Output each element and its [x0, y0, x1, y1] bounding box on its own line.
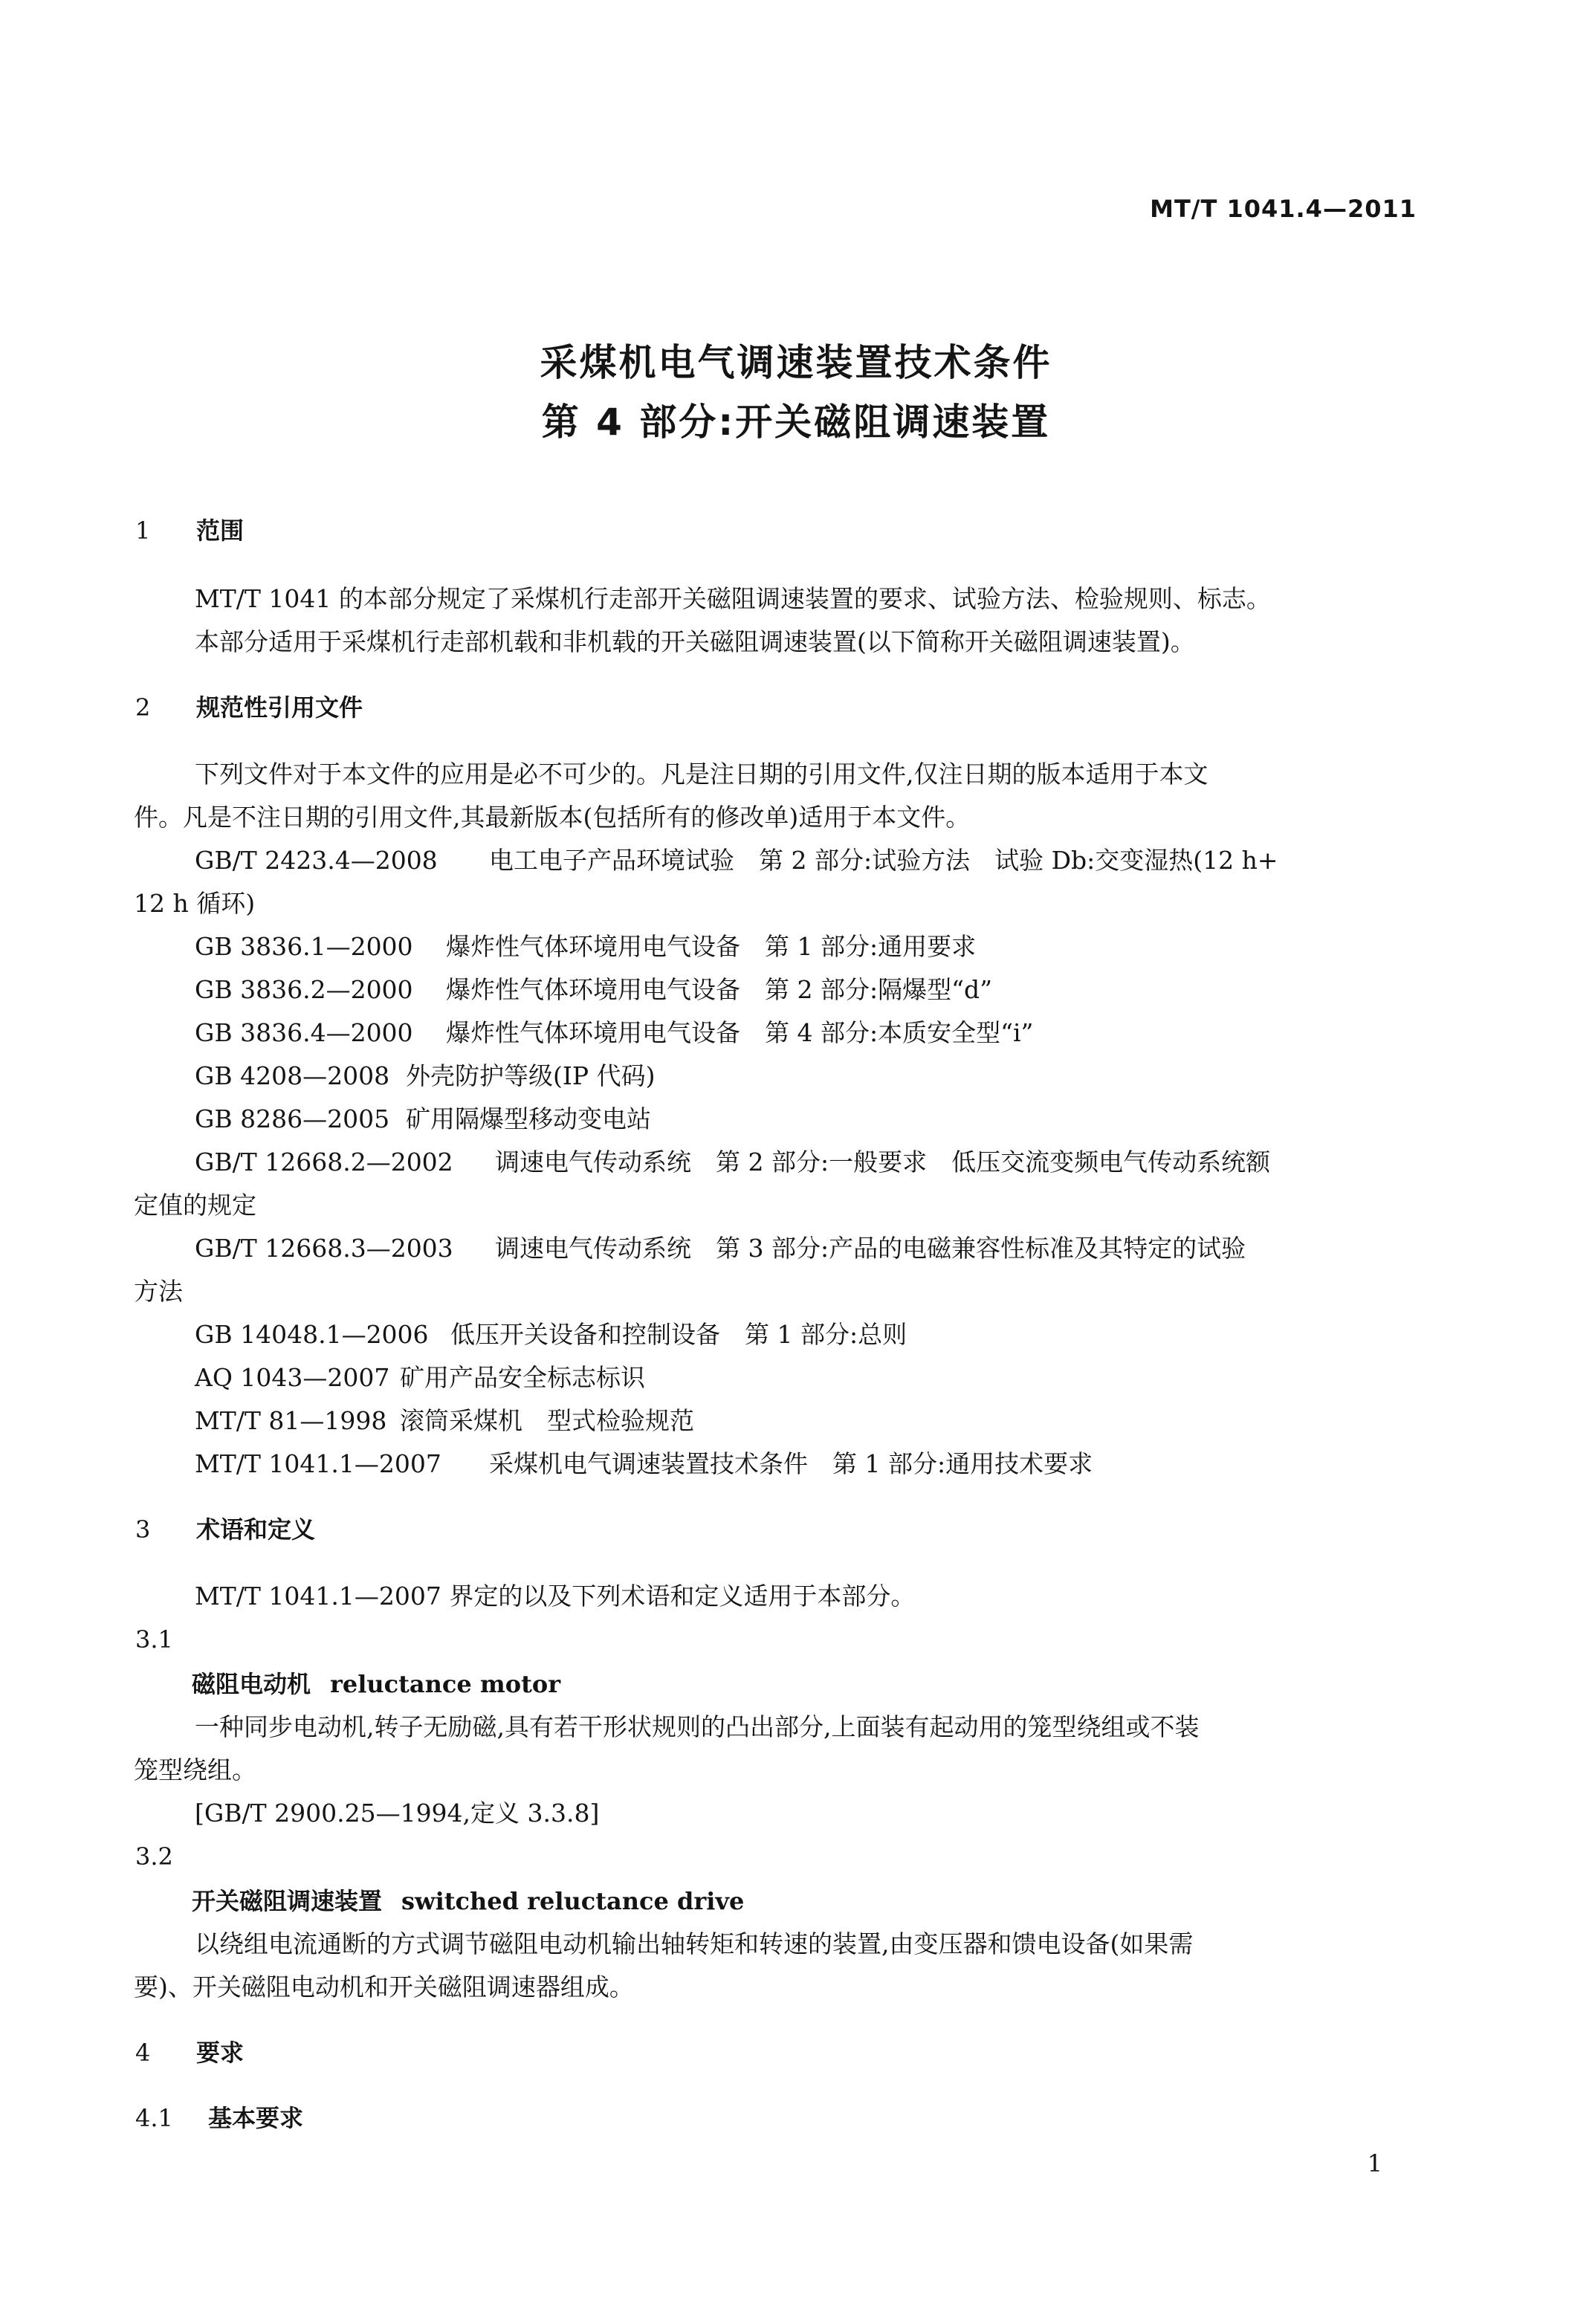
- reference-title: 电工电子产品环境试验 第 2 部分:试验方法 试验 Db:交变湿热(12 h+: [489, 846, 1278, 875]
- reference-item: [195, 1406, 1428, 1436]
- reference-code: GB 14048.1—2006: [195, 1320, 429, 1349]
- reference-code: GB/T 2423.4—2008: [195, 846, 438, 875]
- section-3-intro: MT/T 1041.1—2007 界定的以及下列术语和定义适用于本部分。: [195, 1582, 916, 1611]
- term-definition-line-2: 要)、开关磁阻电动机和开关磁阻调速器组成。: [134, 1972, 634, 2001]
- reference-item: [195, 1061, 1428, 1091]
- document-title-line2: 第 4 部分:开关磁阻调速装置: [541, 401, 1051, 444]
- reference-title: 爆炸性气体环境用电气设备 第 2 部分:隔爆型“d”: [446, 975, 992, 1004]
- term-entry: [192, 1886, 744, 1916]
- term-definition-line-1: 一种同步电动机,转子无励磁,具有若干形状规则的凸出部分,上面装有起动用的笼型绕组或不装: [195, 1712, 1200, 1741]
- reference-title: 低压开关设备和控制设备 第 1 部分:总则: [450, 1320, 907, 1349]
- term-definition-line-2: 笼型绕组。: [134, 1755, 256, 1784]
- term-number: 3.1: [135, 1625, 173, 1654]
- reference-title: 调速电气传动系统 第 3 部分:产品的电磁兼容性标准及其特定的试验: [495, 1234, 1246, 1263]
- reference-item: [195, 975, 1428, 1005]
- reference-continuation: 12 h 循环): [134, 889, 256, 918]
- page-number: 1: [1367, 2149, 1382, 2178]
- reference-code: MT/T 1041.1—2007: [195, 1449, 441, 1478]
- reference-title: 调速电气传动系统 第 2 部分:一般要求 低压交流变频电气传动系统额: [495, 1148, 1271, 1176]
- section-2-intro-line-1: 下列文件对于本文件的应用是必不可少的。凡是注日期的引用文件,仅注日期的版本适用于本文: [195, 760, 1208, 789]
- section-4-heading: [135, 2038, 244, 2068]
- term-chinese: 磁阻电动机: [192, 1670, 311, 1698]
- section-title: 要求: [196, 2039, 245, 2067]
- reference-item: [195, 1104, 1428, 1134]
- section-number: 2: [135, 693, 151, 722]
- term-english: switched reluctance drive: [401, 1887, 745, 1915]
- section-1-para-2: 本部分适用于采煤机行走部机载和非机载的开关磁阻调速装置(以下简称开关磁阻调速装置)。: [195, 627, 1195, 656]
- reference-code: GB 3836.1—2000: [195, 932, 413, 961]
- section-number: 1: [135, 517, 151, 545]
- reference-title: 外壳防护等级(IP 代码): [406, 1061, 656, 1090]
- reference-title: 矿用产品安全标志标识: [400, 1363, 645, 1392]
- reference-item: [195, 1320, 1428, 1350]
- reference-code: GB 3836.2—2000: [195, 975, 413, 1004]
- reference-item: [195, 932, 1428, 962]
- section-title: 规范性引用文件: [196, 693, 363, 722]
- term-entry: [192, 1669, 560, 1699]
- subsection-title: 基本要求: [208, 2104, 304, 2132]
- reference-item: [195, 1449, 1428, 1479]
- reference-title: 矿用隔爆型移动变电站: [406, 1104, 651, 1133]
- section-3-heading: [135, 1515, 315, 1544]
- standard-code: MT/T 1041.4—2011: [1150, 195, 1417, 223]
- reference-code: GB 4208—2008: [195, 1061, 390, 1090]
- subsection-4-1-heading: [135, 2103, 303, 2133]
- reference-continuation: 定值的规定: [134, 1191, 256, 1220]
- document-title-line1: 采煤机电气调速装置技术条件: [540, 341, 1052, 384]
- section-title: 范围: [196, 517, 245, 545]
- section-2-heading: [135, 693, 363, 722]
- reference-code: GB 8286—2005: [195, 1104, 390, 1133]
- section-1-para-1: MT/T 1041 的本部分规定了采煤机行走部开关磁阻调速装置的要求、试验方法、检验规则、标志。: [195, 584, 1271, 613]
- reference-item: [195, 1363, 1428, 1393]
- section-1-heading: [135, 516, 244, 546]
- reference-title: 采煤机电气调速装置技术条件 第 1 部分:通用技术要求: [489, 1449, 1093, 1478]
- reference-item: [195, 1148, 1428, 1177]
- reference-item: [195, 1018, 1428, 1048]
- subsection-number: 4.1: [135, 2104, 173, 2132]
- reference-code: MT/T 81—1998: [195, 1406, 387, 1435]
- reference-continuation: 方法: [134, 1277, 183, 1306]
- reference-code: GB/T 12668.2—2002: [195, 1148, 453, 1176]
- reference-code: AQ 1043—2007: [195, 1363, 390, 1392]
- section-number: 4: [135, 2039, 151, 2067]
- reference-code: GB 3836.4—2000: [195, 1018, 413, 1047]
- term-number: 3.2: [135, 1842, 173, 1871]
- section-number: 3: [135, 1515, 151, 1544]
- reference-item: [195, 846, 1428, 875]
- section-2-intro-line-2: 件。凡是不注日期的引用文件,其最新版本(包括所有的修改单)适用于本文件。: [134, 803, 971, 832]
- term-chinese: 开关磁阻调速装置: [192, 1887, 383, 1915]
- reference-code: GB/T 12668.3—2003: [195, 1234, 453, 1263]
- term-definition-line-1: 以绕组电流通断的方式调节磁阻电动机输出轴转矩和转速的装置,由变压器和馈电设备(如果需: [195, 1929, 1194, 1958]
- term-english: reluctance motor: [330, 1670, 561, 1698]
- reference-title: 爆炸性气体环境用电气设备 第 4 部分:本质安全型“i”: [446, 1018, 1034, 1047]
- term-source: [GB/T 2900.25—1994,定义 3.3.8]: [195, 1799, 600, 1828]
- reference-title: 滚筒采煤机 型式检验规范: [400, 1406, 694, 1435]
- section-title: 术语和定义: [196, 1515, 316, 1544]
- reference-title: 爆炸性气体环境用电气设备 第 1 部分:通用要求: [446, 932, 977, 961]
- reference-item: [195, 1234, 1428, 1263]
